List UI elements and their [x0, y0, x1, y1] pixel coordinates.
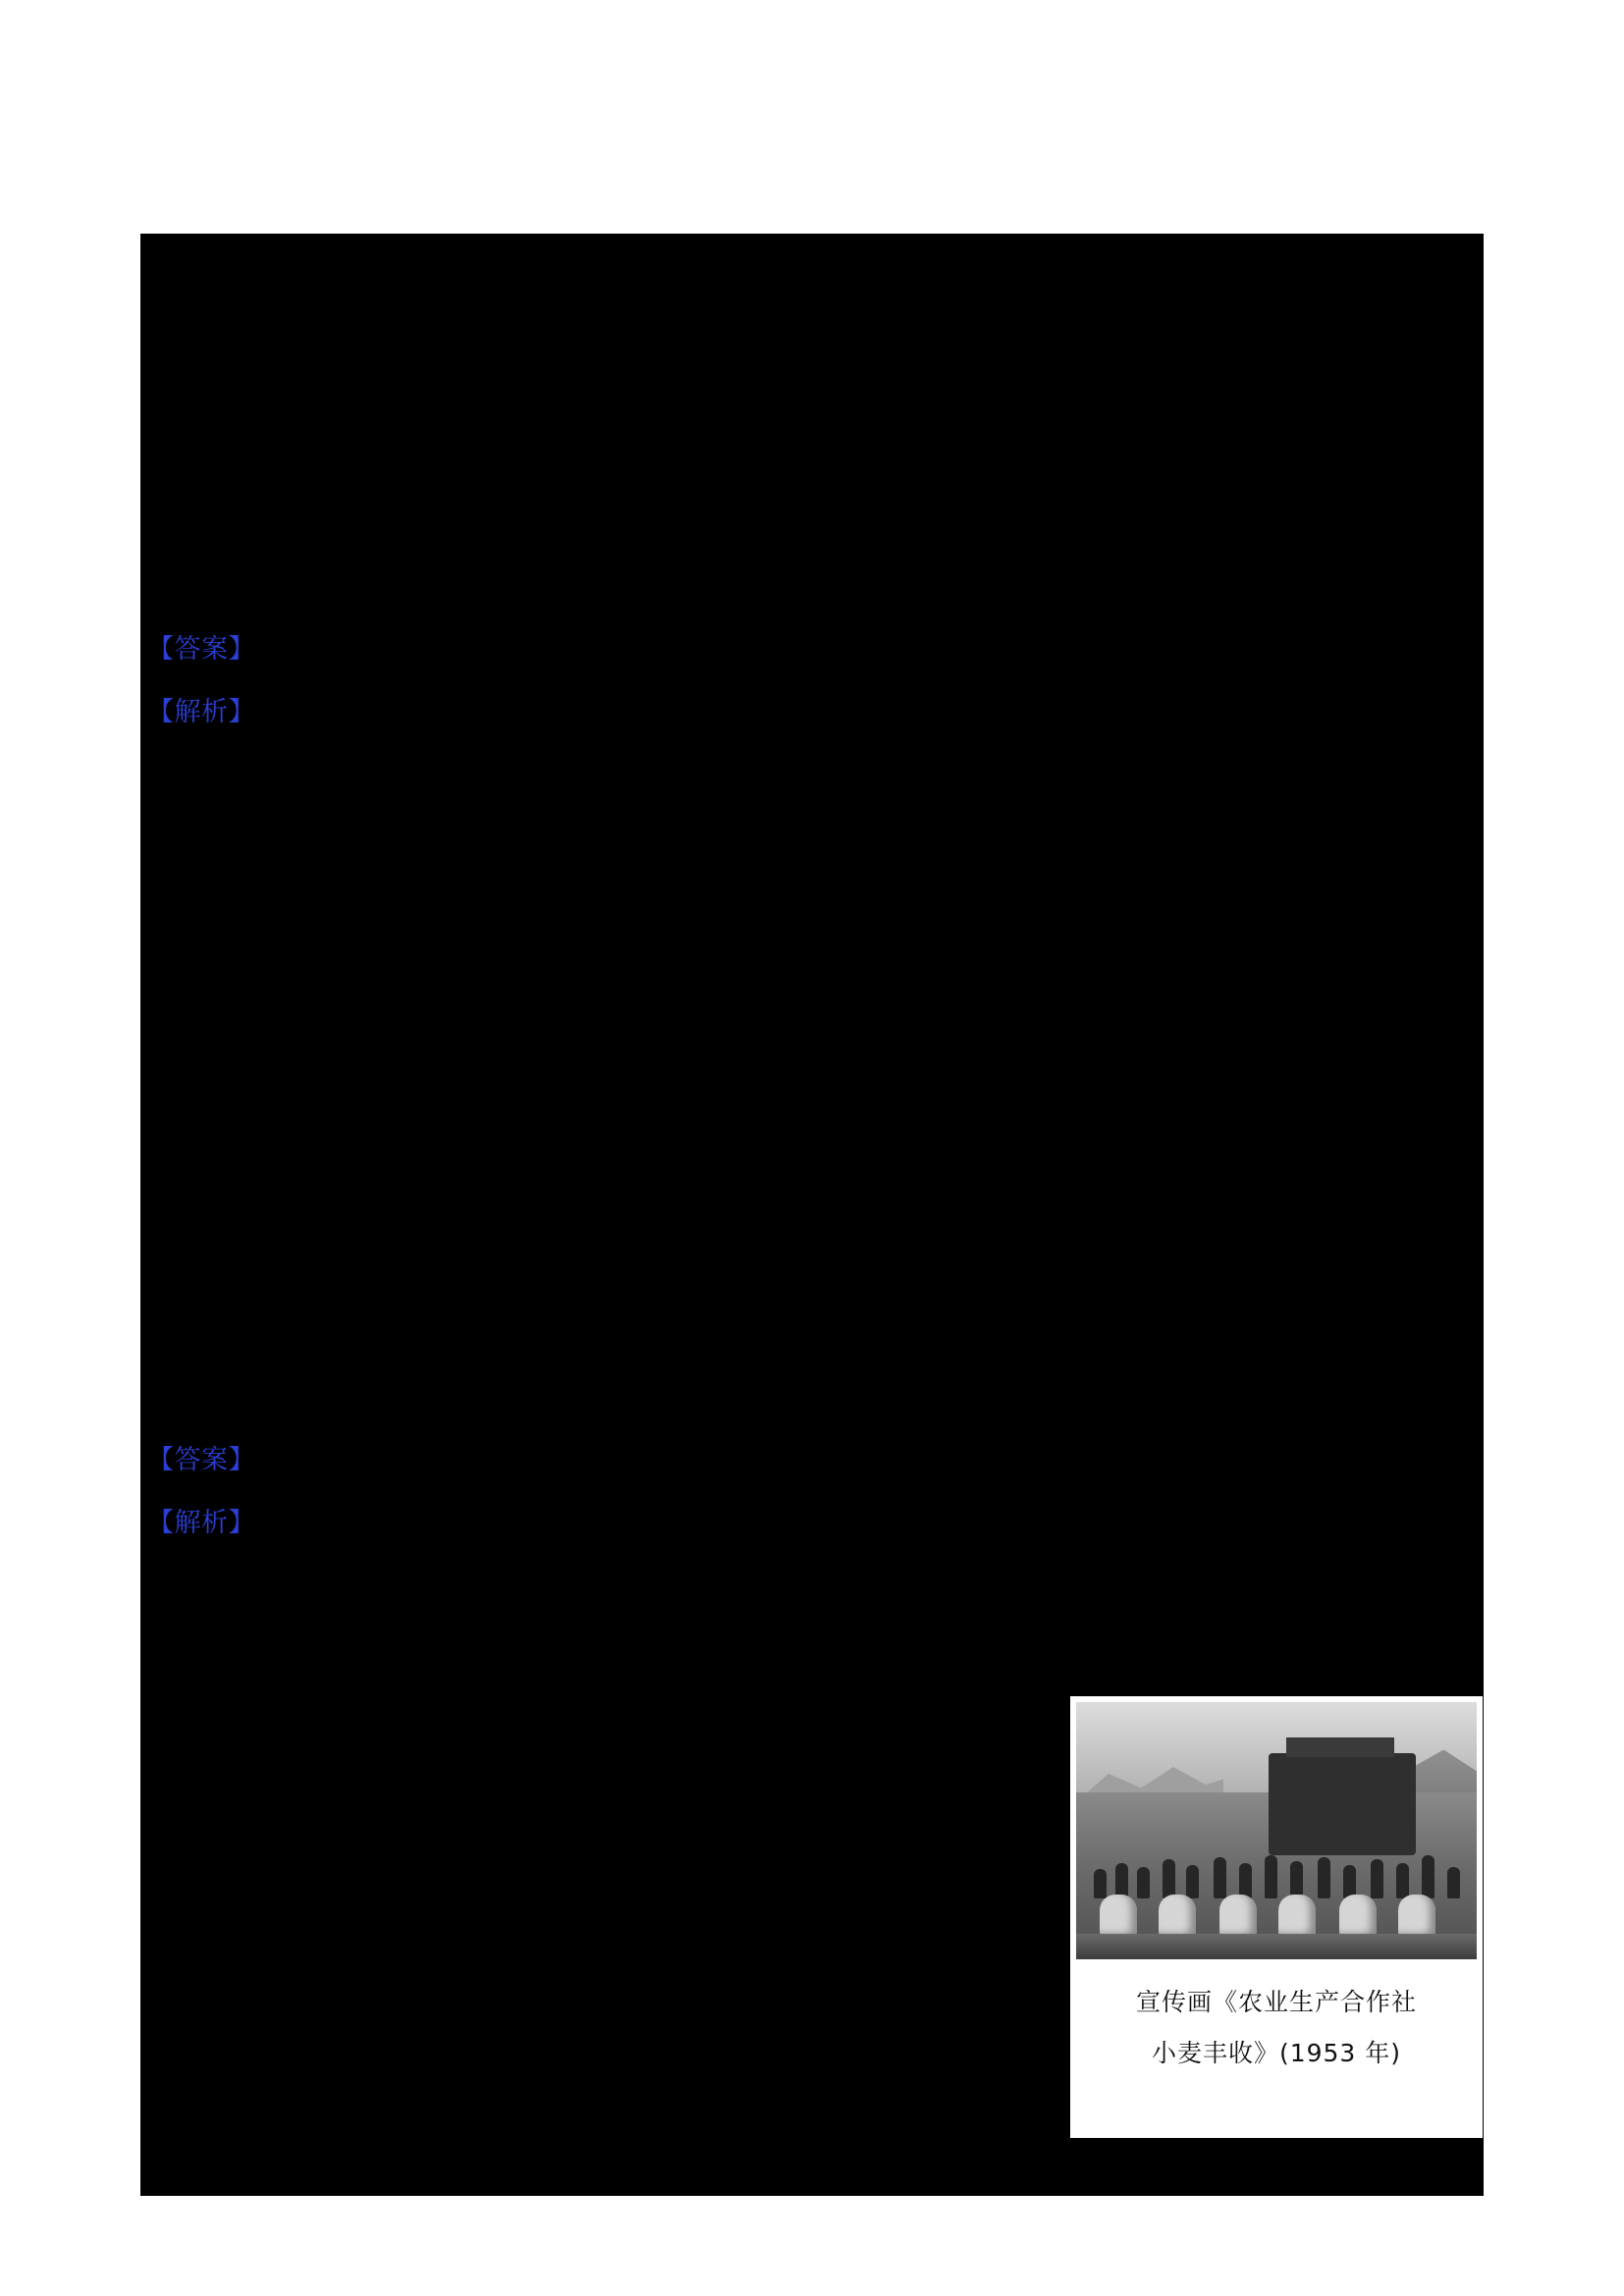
propaganda-poster-image — [1076, 1702, 1477, 1959]
analysis-marker-1: 【解析】 — [147, 697, 255, 727]
grain-pile — [1076, 1934, 1477, 1959]
figure-block — [1070, 1696, 1483, 2138]
grain-sacks — [1076, 1887, 1477, 1938]
figure-caption — [1136, 1977, 1417, 2079]
answer-marker-2: 【答案】 — [147, 1445, 255, 1475]
analysis-marker-2: 【解析】 — [147, 1508, 255, 1538]
figure-caption-line-1: 宣传画《农业生产合作社 — [1135, 1988, 1417, 2016]
figure-caption-line-2: 小麦丰收》(1953 年) — [1151, 2039, 1402, 2067]
answer-marker-1: 【答案】 — [147, 634, 255, 665]
